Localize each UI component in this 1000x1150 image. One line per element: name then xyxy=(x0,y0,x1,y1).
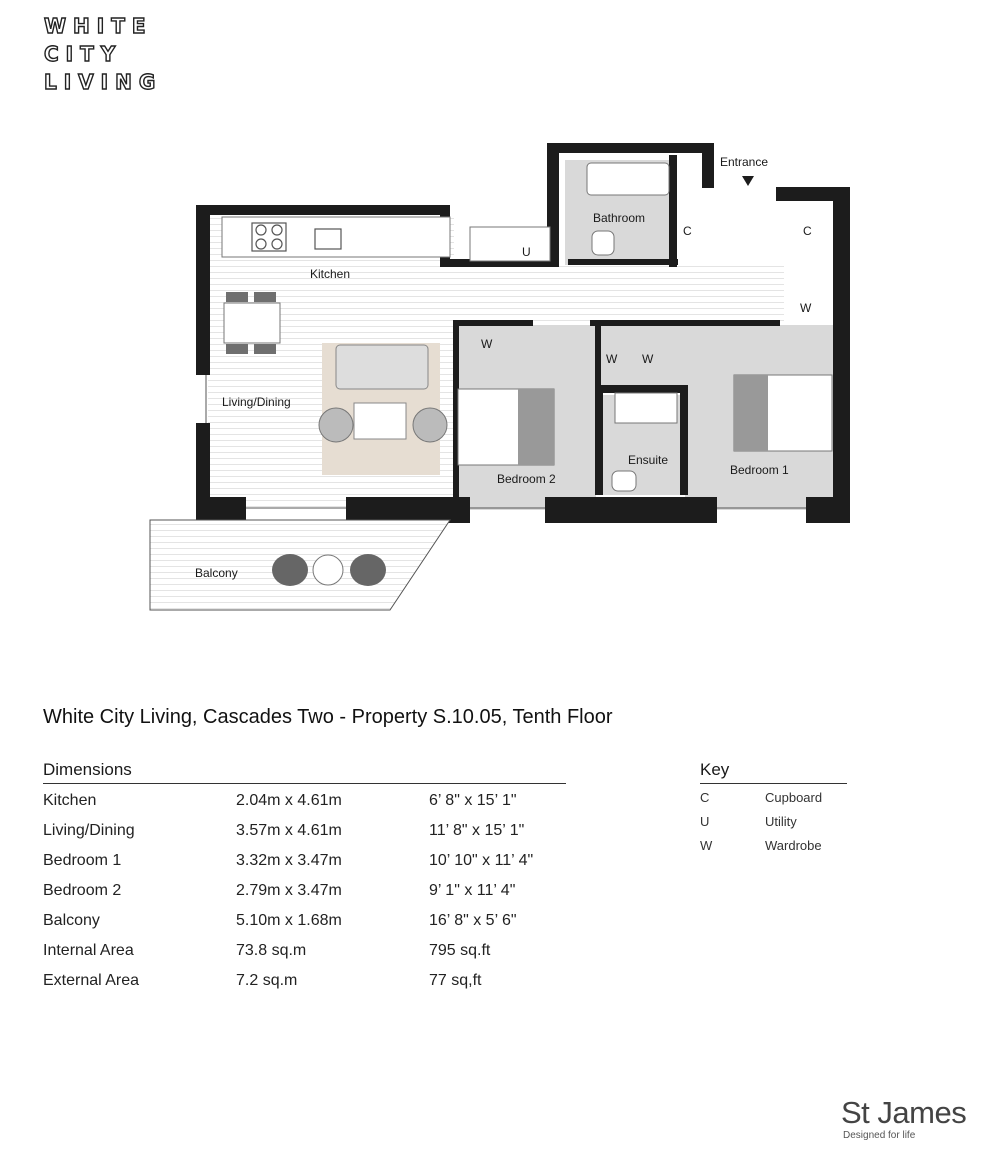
tag-cupboard-1: C xyxy=(683,224,692,238)
label-balcony: Balcony xyxy=(195,566,238,580)
dimension-room: External Area xyxy=(43,972,140,989)
key-heading: Key xyxy=(700,760,847,784)
ensuite-wc-icon xyxy=(612,471,636,491)
label-bathroom: Bathroom xyxy=(593,211,646,225)
white-city-living-logo xyxy=(44,12,162,96)
dimension-imperial: 6’ 8" x 15’ 1" xyxy=(429,792,517,809)
dimensions-table xyxy=(43,760,566,994)
bath-wc-icon xyxy=(592,231,614,255)
key-row xyxy=(700,808,847,832)
dimension-metric: 7.2 sq.m xyxy=(236,972,298,989)
coffee-table xyxy=(354,403,406,439)
tag-wardrobe-bed2: W xyxy=(481,337,493,351)
dimension-metric: 3.32m x 3.47m xyxy=(236,852,342,869)
label-ensuite: Ensuite xyxy=(628,453,669,467)
dimension-row xyxy=(43,784,566,814)
key-meaning: Wardrobe xyxy=(765,838,822,853)
bed-2-cover xyxy=(518,389,554,465)
dimension-metric: 5.10m x 1.68m xyxy=(236,912,342,929)
key-row xyxy=(700,784,847,808)
dimensions-heading: Dimensions xyxy=(43,760,566,784)
dimension-room: Kitchen xyxy=(43,792,97,809)
tag-wardrobe-1: W xyxy=(606,352,618,366)
key-code: U xyxy=(700,814,710,829)
entrance-arrow-icon xyxy=(742,176,754,186)
key-meaning: Utility xyxy=(765,814,797,829)
key-code: W xyxy=(700,838,713,853)
dimension-metric: 2.79m x 3.47m xyxy=(236,882,342,899)
floor-hall xyxy=(454,265,784,325)
dimension-imperial: 16’ 8" x 5’ 6" xyxy=(429,912,517,929)
logo-name: St James xyxy=(841,1095,967,1130)
tag-cupboard-2: C xyxy=(803,224,812,238)
dimension-room: Bedroom 1 xyxy=(43,852,122,869)
dimension-room: Bedroom 2 xyxy=(43,882,122,899)
dimension-imperial: 10’ 10" x 11’ 4" xyxy=(429,852,534,869)
label-living-dining: Living/Dining xyxy=(222,395,291,409)
bathtub-icon xyxy=(587,163,669,195)
st-james-logo xyxy=(841,1096,966,1141)
brand-line-1: WHITE xyxy=(44,14,153,38)
brand-line-3: LIVING xyxy=(44,70,163,94)
dimension-metric: 2.04m x 4.61m xyxy=(236,792,342,809)
dining-table xyxy=(224,303,280,343)
key-legend xyxy=(700,760,847,856)
key-meaning: Cupboard xyxy=(765,790,823,805)
label-entrance: Entrance xyxy=(720,155,769,169)
armchair-left-icon xyxy=(319,408,353,442)
label-bedroom-1: Bedroom 1 xyxy=(730,463,789,477)
dimension-room: Balcony xyxy=(43,912,100,929)
brand-line-2: CITY xyxy=(44,42,123,66)
bed-1-cover xyxy=(734,375,768,451)
armchair-right-icon xyxy=(413,408,447,442)
dimension-row xyxy=(43,964,566,994)
dimension-row xyxy=(43,934,566,964)
property-title: White City Living, Cascades Two - Property S.10.05, Tenth Floor xyxy=(43,706,613,728)
sofa-icon xyxy=(336,345,428,389)
dimension-metric: 3.57m x 4.61m xyxy=(236,822,342,839)
ensuite-shower-icon xyxy=(615,393,677,423)
balcony-chair-left-icon xyxy=(272,554,308,586)
label-bedroom-2: Bedroom 2 xyxy=(497,472,556,486)
dimension-imperial: 11’ 8" x 15’ 1" xyxy=(429,822,525,839)
label-kitchen: Kitchen xyxy=(310,267,351,281)
balcony-table-icon xyxy=(313,555,343,585)
dimension-row xyxy=(43,874,566,904)
dimension-imperial: 9’ 1" x 11’ 4" xyxy=(429,882,516,899)
dimension-row xyxy=(43,814,566,844)
balcony-chair-right-icon xyxy=(350,554,386,586)
dimension-imperial: 795 sq.ft xyxy=(429,942,491,959)
key-code: C xyxy=(700,790,710,805)
tag-utility: U xyxy=(522,245,531,259)
dimension-imperial: 77 sq,ft xyxy=(429,972,482,989)
tag-wardrobe-bed1: W xyxy=(800,301,812,315)
dimension-metric: 73.8 sq.m xyxy=(236,942,307,959)
utility-unit xyxy=(470,227,550,261)
dimension-room: Internal Area xyxy=(43,942,134,959)
dimension-room: Living/Dining xyxy=(43,822,135,839)
tag-wardrobe-2: W xyxy=(642,352,654,366)
floor-plan xyxy=(140,135,860,615)
dimension-row xyxy=(43,904,566,934)
dimension-row xyxy=(43,844,566,874)
key-row xyxy=(700,832,847,856)
logo-tagline: Designed for life xyxy=(843,1130,916,1141)
